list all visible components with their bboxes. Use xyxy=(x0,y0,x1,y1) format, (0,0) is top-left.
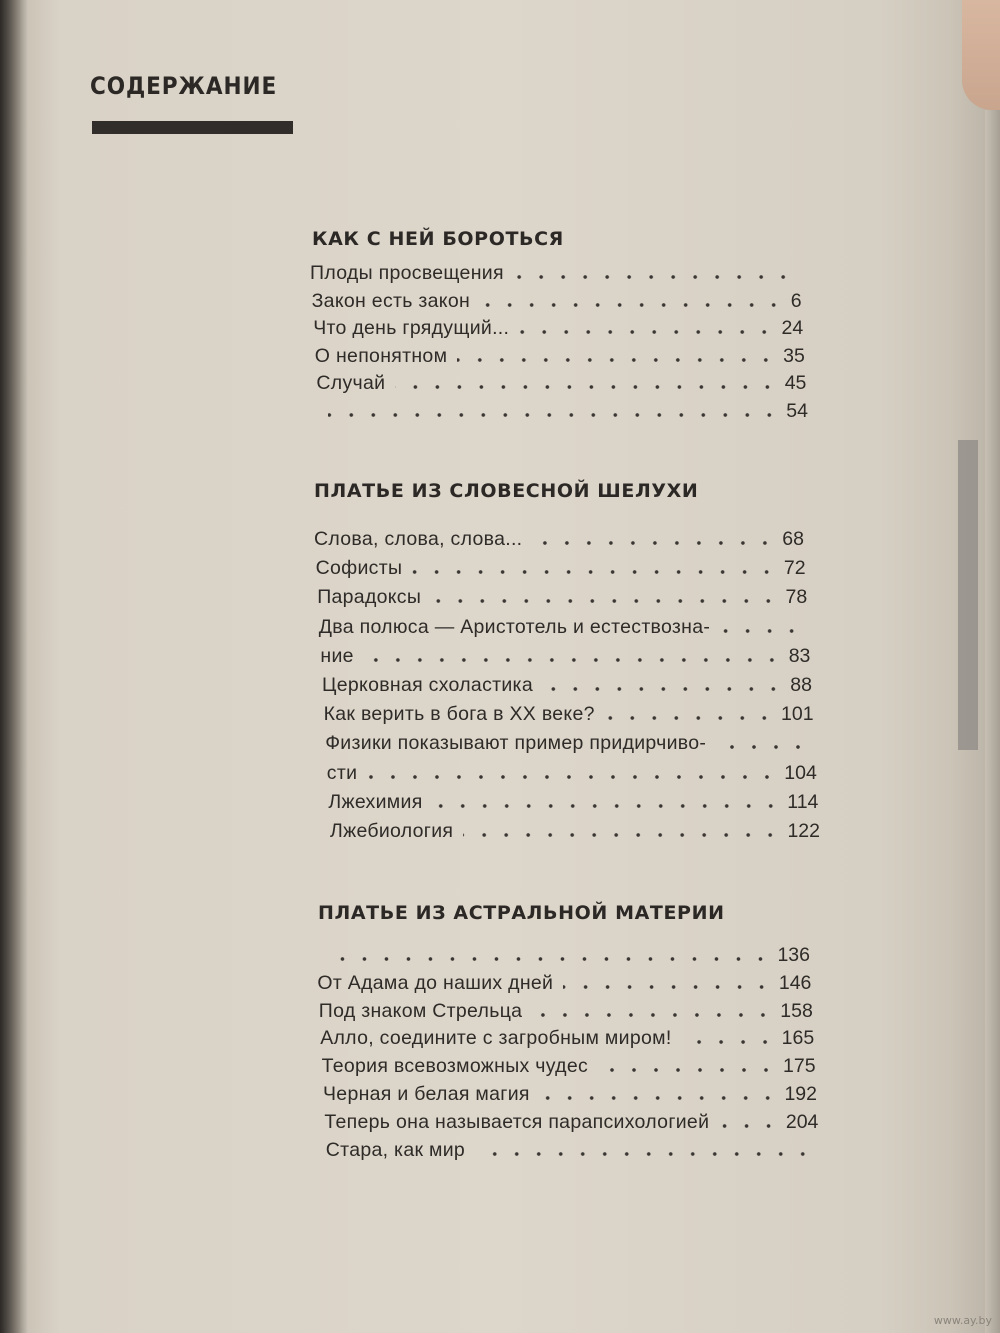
toc-entry-title: Теория всевозможных чудес xyxy=(321,1055,589,1078)
toc-entry-page: 192 xyxy=(784,1083,817,1105)
toc-entry-title: Закон есть закон xyxy=(311,289,471,312)
toc-entry-title: Случай xyxy=(316,372,386,394)
toc-entry-title: Физики показывают пример придирчиво- xyxy=(325,732,707,755)
toc-entry-page: 158 xyxy=(780,999,813,1022)
section-heading-3: ПЛАТЬЕ ИЗ АСТРАЛЬНОЙ МАТЕРИИ xyxy=(318,902,725,924)
toc-entry-page: 54 xyxy=(786,399,808,422)
toc-entry xyxy=(324,1111,818,1137)
dot-leader xyxy=(475,1152,814,1156)
toc-entry-title: Два полюса — Аристотель и естествозна- xyxy=(318,615,711,638)
section-heading-2: ПЛАТЬЕ ИЗ СЛОВЕСНОЙ ШЕЛУХИ xyxy=(314,480,699,502)
toc-entry-page: 35 xyxy=(783,344,805,367)
toc-entry-page: 146 xyxy=(778,971,812,994)
toc-entry-title: Что день грядущий... xyxy=(313,317,510,339)
toc-entry-title: Плоды просвещения xyxy=(310,262,504,284)
dot-leader xyxy=(532,1013,774,1017)
toc-entry xyxy=(320,1027,814,1053)
dot-leader xyxy=(326,957,771,961)
toc-entry xyxy=(319,1000,813,1026)
toc-entry-page: 104 xyxy=(784,761,817,784)
toc-entry-title: Слова, слова, слова... xyxy=(314,528,523,550)
dot-leader xyxy=(719,1124,780,1128)
toc-entry-title: О непонятном xyxy=(314,344,448,367)
toc-entry-page: 136 xyxy=(777,944,810,966)
toc-entry-page: 175 xyxy=(783,1055,816,1078)
toc-entry xyxy=(326,1139,820,1165)
toc-entry-title: Под знаком Стрельца xyxy=(318,999,523,1022)
toc-entry-title: Теперь она называется парапсихологией xyxy=(324,1110,710,1133)
toc-entry-title: сти xyxy=(326,761,358,784)
toc-entry-title: ние xyxy=(320,644,354,667)
toc-entry-page: 88 xyxy=(790,674,812,696)
toc-entry xyxy=(316,944,810,970)
toc-entry-title: Церковная схоластика xyxy=(322,674,533,696)
toc-entry-title: Парадоксы xyxy=(317,586,422,609)
toc-entry xyxy=(322,1055,816,1081)
toc-entry-page: 165 xyxy=(781,1027,815,1050)
toc-entry-page: 122 xyxy=(787,820,820,842)
toc-entry-title: Как верить в бога в XX веке? xyxy=(323,703,595,726)
toc-entry-page: 101 xyxy=(781,703,814,726)
toc-entry xyxy=(323,1083,817,1109)
dot-leader xyxy=(682,1040,776,1044)
toc-entry-page: 114 xyxy=(787,790,819,813)
section-heading-1: КАК С НЕЙ БОРОТЬСЯ xyxy=(312,228,564,250)
toc-entry-page: 204 xyxy=(785,1110,819,1133)
toc-entry-page: 45 xyxy=(784,372,807,394)
toc-entry-page: 24 xyxy=(781,317,804,339)
dot-leader xyxy=(598,1068,777,1072)
dot-leader xyxy=(540,1096,779,1100)
toc-entry-page: 72 xyxy=(783,557,806,580)
toc-entry-page: 78 xyxy=(785,586,808,609)
toc-entry-page: 83 xyxy=(788,644,811,667)
page-title: СОДЕРЖАНИЕ xyxy=(90,72,278,100)
toc-entry-title: Лжехимия xyxy=(328,790,423,813)
watermark: www.ay.by xyxy=(933,1314,992,1327)
toc-entry-page: 6 xyxy=(790,289,802,312)
toc-entry xyxy=(317,972,811,998)
toc-entry-title: От Адама до наших дней xyxy=(317,971,554,994)
toc-entry-title: Алло, соедините с загробным миром! xyxy=(320,1027,672,1050)
toc-entry-title: Софисты xyxy=(315,557,403,580)
toc-entry-title: Лжебиология xyxy=(330,820,454,842)
toc-entry-title: Стара, как мир xyxy=(325,1138,466,1161)
toc-entry-title: Черная и белая магия xyxy=(323,1083,530,1105)
toc-entry-page: 68 xyxy=(782,528,804,550)
dot-leader xyxy=(563,985,773,989)
